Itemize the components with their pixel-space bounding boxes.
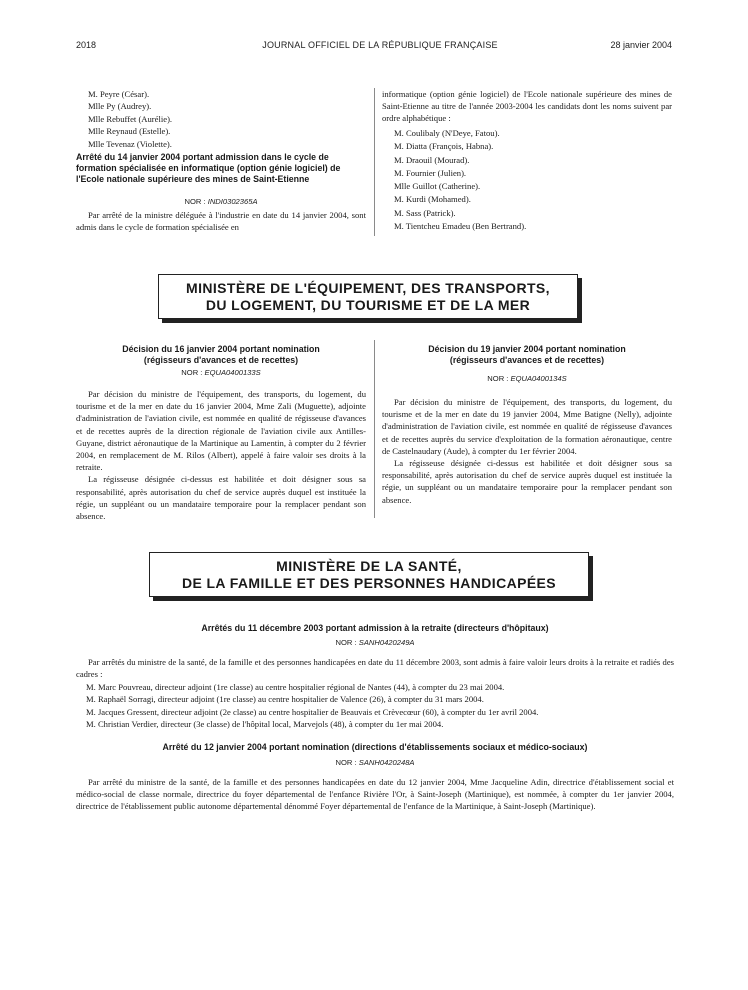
retirement-list (86, 681, 676, 731)
ministry-line: MINISTÈRE DE LA SANTÉ, (276, 558, 462, 574)
list-item: Mlle Tevenaz (Violette). (88, 138, 172, 149)
issue-date: 28 janvier 2004 (610, 40, 672, 50)
list-item: M. Christian Verdier, directeur (3e classe) de l'hôpital local, Marvejols (48), à compter du 1er mai 2004. (86, 719, 444, 730)
nor-reference: NOR : SANH0420248A (335, 758, 415, 767)
title-line: Décision du 16 janvier 2004 portant nomination (122, 344, 320, 354)
arrete-title: Arrêté du 12 janvier 2004 portant nomination (directions d'établissements sociaux et médico-sociaux) (162, 742, 588, 752)
arrete-title: Arrêté du 14 janvier 2004 portant admission dans le cycle de formation spécialisée en informatique (option génie logiciel) de l'Ecole nationale supérieure des mines de Saint-Etienne (76, 152, 341, 184)
paragraph: La régisseuse désignée ci-dessus est habilitée et doit désigner sous sa responsabilité, après autorisation du chef de service auprès duquel est instituée la régie, un suppléant ou un mandataire temporaire pour la remplacer pendant son absence. (76, 474, 366, 522)
nor-reference: NOR : INDI0302365A (184, 197, 258, 206)
list-item: M. Diatta (François, Habna). (394, 141, 494, 152)
list-item: Mlle Py (Audrey). (88, 101, 152, 112)
nor-reference: NOR : EQUA0400133S (181, 368, 261, 377)
column-rule (374, 340, 375, 518)
list-item: M. Sass (Patrick). (394, 207, 456, 218)
decision-body (382, 396, 672, 506)
paragraph: Par décision du ministre de l'équipement, des transports, du logement, du tourisme et de la mer en date du 16 janvier 2004, Mme Zali (Muguette), adjointe d'administration de l'aviation civile, est nommée en qualité de régisseuse d'avances et de recettes auprès de la direction régionale de l'aviation civile aux Antilles-Guyane, district aéronautique de la Martinique au Lamentin, à compter du 2 février 2004, en remplacement de M. Rilos (Albert), appelé à faire valoir ses droits à la retraite. (76, 389, 366, 473)
ministry-heading (149, 552, 589, 597)
list-item: M. Peyre (César). (88, 89, 150, 99)
list-item: M. Jacques Gressent, directeur adjoint (2e classe) au centre hospitalier de Beauvais et Crèvecœur (60), à compter du 1er avril 2004. (86, 706, 539, 717)
nor-reference: NOR : EQUA0400134S (487, 374, 567, 383)
decision-title (382, 344, 672, 366)
arrete-body-continued: informatique (option génie logiciel) de l'Ecole nationale supérieure des mines de Saint-Etienne au titre de l'année 2003-2004 les candidats dont les noms suivent par ordre alphabétique : (382, 89, 672, 124)
decision-title (76, 344, 366, 366)
ministry-line: MINISTÈRE DE L'ÉQUIPEMENT, DES TRANSPORTS, (186, 280, 550, 296)
list-item: M. Tientcheu Emadeu (Ben Bertrand). (394, 221, 527, 232)
list-item: M. Marc Pouvreau, directeur adjoint (1re classe) au centre hospitalier régional de Nantes (44), à compter du 23 mai 2004. (86, 682, 505, 692)
paragraph: Par décision du ministre de l'équipement, des transports, du logement, du tourisme et de la mer en date du 19 janvier 2004, Mme Batigne (Nelly), adjointe d'administration de l'aviation civile, est nommée en qualité de régisseuse d'avances et de recettes auprès du service d'exploitation de la formation aéronautique, centre de Castelnaudary (Aude), à compter du 1er février 2004. (382, 397, 672, 456)
paragraph: La régisseuse désignée ci-dessus est habilitée et doit désigner sous sa responsabilité, après autorisation du chef de service auprès duquel est instituée la régie, un suppléant ou un mandataire temporaire pour la remplacer pendant son absence. (382, 458, 672, 505)
names-list-right (394, 127, 674, 233)
list-item: Mlle Guillot (Catherine). (394, 181, 481, 192)
journal-title: JOURNAL OFFICIEL DE LA RÉPUBLIQUE FRANÇAISE (262, 40, 498, 50)
list-item: M. Kurdi (Mohamed). (394, 194, 471, 205)
ministry-line: DE LA FAMILLE ET DES PERSONNES HANDICAPÉES (181, 575, 557, 591)
title-line: (régisseurs d'avances et de recettes) (143, 354, 299, 365)
decision-body (76, 388, 366, 522)
list-item: M. Draouil (Mourad). (394, 154, 470, 165)
list-item: M. Raphaël Sorragi, directeur adjoint (1re classe) au centre hospitalier de Valence (26), à compter du 31 mars 2004. (86, 694, 484, 705)
names-list-left (88, 88, 368, 150)
arrete-body: Par arrêté du ministre de la santé, de la famille et des personnes handicapées en date du 12 janvier 2004, Mme Jacqueline Adin, directrice d'établissement social et médico-social de classe normale, directrice du foyer départemental de l'enfance Rivière l'Or, à Saint-Joseph (Martinique), est nommée, à compter du 1er janvier 2004, directrice de l'établissement public autonome départemental dénommé Foyer départemental de l'enfance de la Martinique, à Saint-Joseph (Martinique). (76, 777, 674, 812)
title-line: (régisseurs d'avances et de recettes) (449, 354, 605, 365)
list-item: Mlle Rebuffet (Aurélie). (88, 113, 173, 124)
ministry-line: DU LOGEMENT, DU TOURISME ET DE LA MER (205, 297, 531, 313)
ministry-heading (158, 274, 578, 319)
column-rule (374, 88, 375, 236)
list-item: M. Coulibaly (N'Deye, Fatou). (394, 128, 500, 138)
title-line: Décision du 19 janvier 2004 portant nomination (428, 344, 626, 354)
page-number: 2018 (76, 40, 97, 50)
arretes-intro: Par arrêtés du ministre de la santé, de la famille et des personnes handicapées en date du 11 décembre 2003, sont admis à faire valoir leurs droits à la retraite et radiés des cadres : (76, 657, 674, 680)
list-item: M. Fournier (Julien). (394, 167, 467, 178)
nor-reference: NOR : SANH0420249A (335, 638, 415, 647)
list-item: Mlle Reynaud (Estelle). (88, 126, 171, 137)
arretes-title: Arrêtés du 11 décembre 2003 portant admission à la retraite (directeurs d'hôpitaux) (201, 623, 549, 633)
arrete-body: Par arrêté de la ministre déléguée à l'industrie en date du 14 janvier 2004, sont admis dans le cycle de formation spécialisée en (76, 210, 366, 233)
